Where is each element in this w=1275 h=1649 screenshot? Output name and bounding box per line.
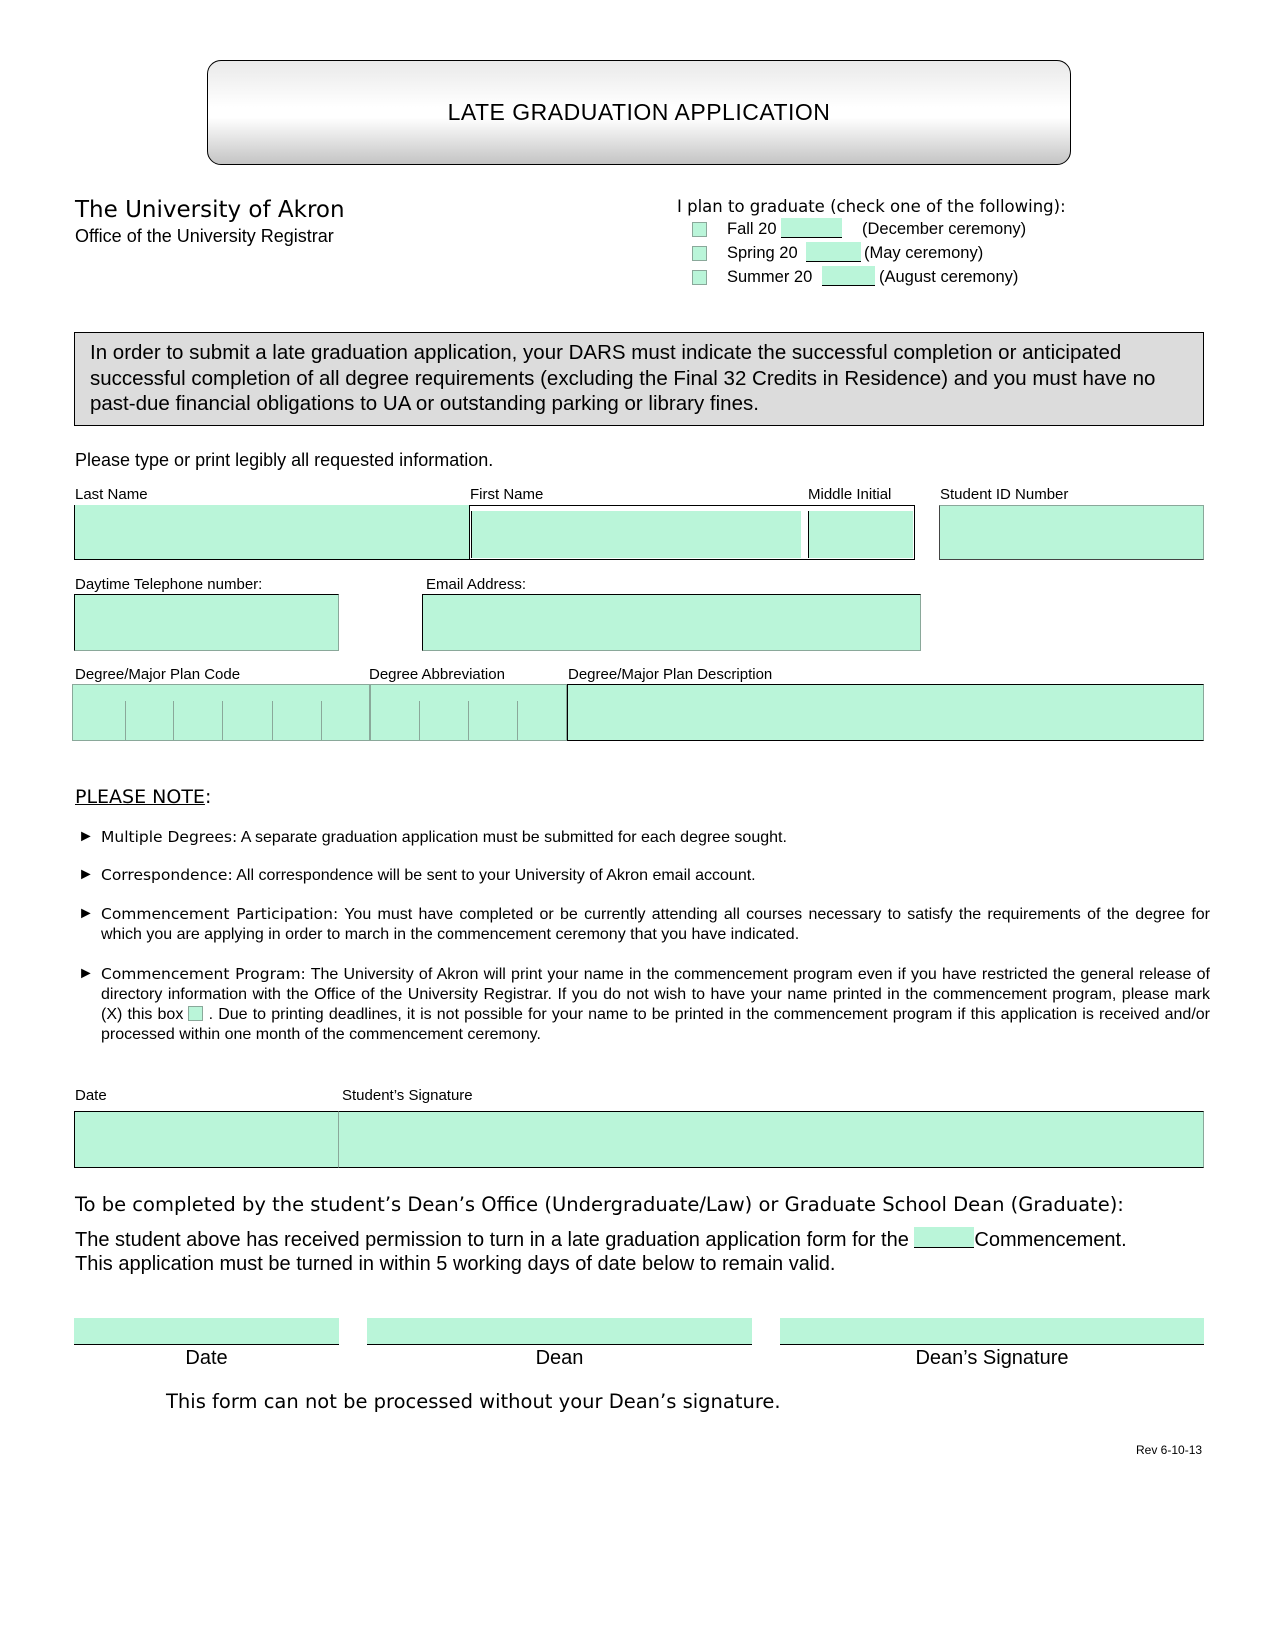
- dean-date-input[interactable]: [74, 1318, 339, 1345]
- first-name-input[interactable]: [471, 511, 801, 558]
- date-input[interactable]: [74, 1111, 338, 1168]
- plan-code-input[interactable]: [72, 684, 370, 741]
- arrow-icon: ►: [78, 866, 94, 883]
- plan-desc-input[interactable]: [567, 684, 1204, 741]
- spring-ceremony-label: (May ceremony): [864, 244, 984, 262]
- please-note-heading: PLEASE NOTE:: [75, 786, 212, 808]
- commencement-term-input[interactable]: [914, 1227, 974, 1248]
- spring-checkbox[interactable]: [692, 246, 707, 261]
- fall-ceremony-label: (December ceremony): [862, 220, 1027, 238]
- cell-divider: [419, 701, 420, 741]
- degree-abbrev-input[interactable]: [370, 684, 567, 741]
- dean-date-label: Date: [185, 1347, 228, 1369]
- plan-code-label: Degree/Major Plan Code: [75, 666, 241, 683]
- dean-section-heading: To be completed by the student’s Dean’s Office (Undergraduate/Law) or Graduate School Dean (Graduate):: [75, 1193, 1124, 1216]
- form-title: LATE GRADUATION APPLICATION: [447, 99, 831, 125]
- final-note: This form can not be processed without your Dean’s signature.: [166, 1390, 781, 1413]
- phone-input[interactable]: [74, 594, 339, 651]
- summer-checkbox[interactable]: [692, 270, 707, 285]
- dean-name-label: Dean: [535, 1347, 584, 1369]
- student-id-input[interactable]: [939, 505, 1204, 560]
- fall-year-input[interactable]: [781, 218, 842, 238]
- note-multiple-degrees: ► Multiple Degrees: A separate graduation application must be submitted for each degree sought.: [78, 828, 787, 846]
- arrow-icon: ►: [78, 828, 94, 845]
- cell-divider: [517, 701, 518, 741]
- last-name-input[interactable]: [74, 505, 469, 560]
- cell-divider: [173, 701, 174, 741]
- email-label: Email Address:: [426, 576, 527, 593]
- first-name-label: First Name: [470, 486, 544, 503]
- instruction-text: Please type or print legibly all requested information.: [75, 450, 494, 470]
- form-title-banner: [207, 60, 1071, 165]
- cell-divider: [468, 701, 469, 741]
- arrow-icon: ►: [78, 905, 94, 922]
- spring-year-input[interactable]: [806, 242, 861, 262]
- email-input[interactable]: [422, 594, 921, 651]
- cell-divider: [222, 701, 223, 741]
- summer-year-input[interactable]: [822, 266, 875, 286]
- dean-permission-text: The student above has received permission to turn in a late graduation application form for the Commencement. This application must be turned in within 5 working days of date below to remain valid.: [75, 1229, 1127, 1275]
- dean-signature-input[interactable]: [780, 1318, 1204, 1345]
- eligibility-notice: In order to submit a late graduation application, your DARS must indicate the successful completion or anticipated successful completion of all degree requirements (excluding the Final 32 Credits in Residence) and you must have no past-due financial obligations to UA or outstanding parking or library fines.: [74, 332, 1204, 426]
- exclude-name-checkbox[interactable]: [188, 1006, 203, 1021]
- date-label: Date: [75, 1087, 107, 1104]
- cell-divider: [272, 701, 273, 741]
- revision-label: Rev 6-10-13: [1136, 1443, 1203, 1457]
- last-name-label: Last Name: [75, 486, 148, 503]
- student-signature-input[interactable]: [338, 1111, 1204, 1168]
- student-id-label: Student ID Number: [940, 486, 1069, 503]
- graduation-plan-heading: I plan to graduate (check one of the following):: [677, 197, 1066, 216]
- middle-initial-label: Middle Initial: [808, 486, 892, 503]
- cell-divider: [125, 701, 126, 741]
- cell-divider: [321, 701, 322, 741]
- dean-name-input[interactable]: [367, 1318, 752, 1345]
- summer-option: Summer 20: [727, 268, 813, 286]
- degree-abbrev-label: Degree Abbreviation: [369, 666, 505, 683]
- note-commencement-participation: ► Commencement Participation: You must have completed or be currently attending all courses necessary to satisfy the requirements of the degree for which you are applying in order to march in the commencement ceremony that you have indicated.: [78, 905, 1211, 943]
- phone-label: Daytime Telephone number:: [75, 576, 263, 593]
- plan-desc-label: Degree/Major Plan Description: [568, 666, 773, 683]
- fall-checkbox[interactable]: [692, 222, 707, 237]
- dean-signature-label: Dean’s Signature: [915, 1347, 1069, 1369]
- university-name: The University of Akron: [75, 197, 345, 223]
- middle-initial-input[interactable]: [808, 511, 913, 558]
- note-correspondence: ► Correspondence: All correspondence will be sent to your University of Akron email account.: [78, 866, 756, 884]
- summer-ceremony-label: (August ceremony): [879, 268, 1019, 286]
- fall-option: Fall 20: [727, 220, 777, 238]
- office-name: Office of the University Registrar: [75, 226, 334, 246]
- spring-option: Spring 20: [727, 244, 798, 262]
- arrow-icon: ►: [78, 965, 94, 982]
- note-commencement-program: ► Commencement Program: The University of Akron will print your name in the commencement program even if you have restricted the general release of directory information with the Office of the University Registrar. If you do not wish to have your name printed in the commencement program, please mark (X) this box . Due to printing deadlines, it is not possible for your name to be printed in the commencement program if this application is received and/or processed within one month of the commencement ceremony.: [78, 965, 1211, 1043]
- signature-label: Student’s Signature: [342, 1087, 473, 1104]
